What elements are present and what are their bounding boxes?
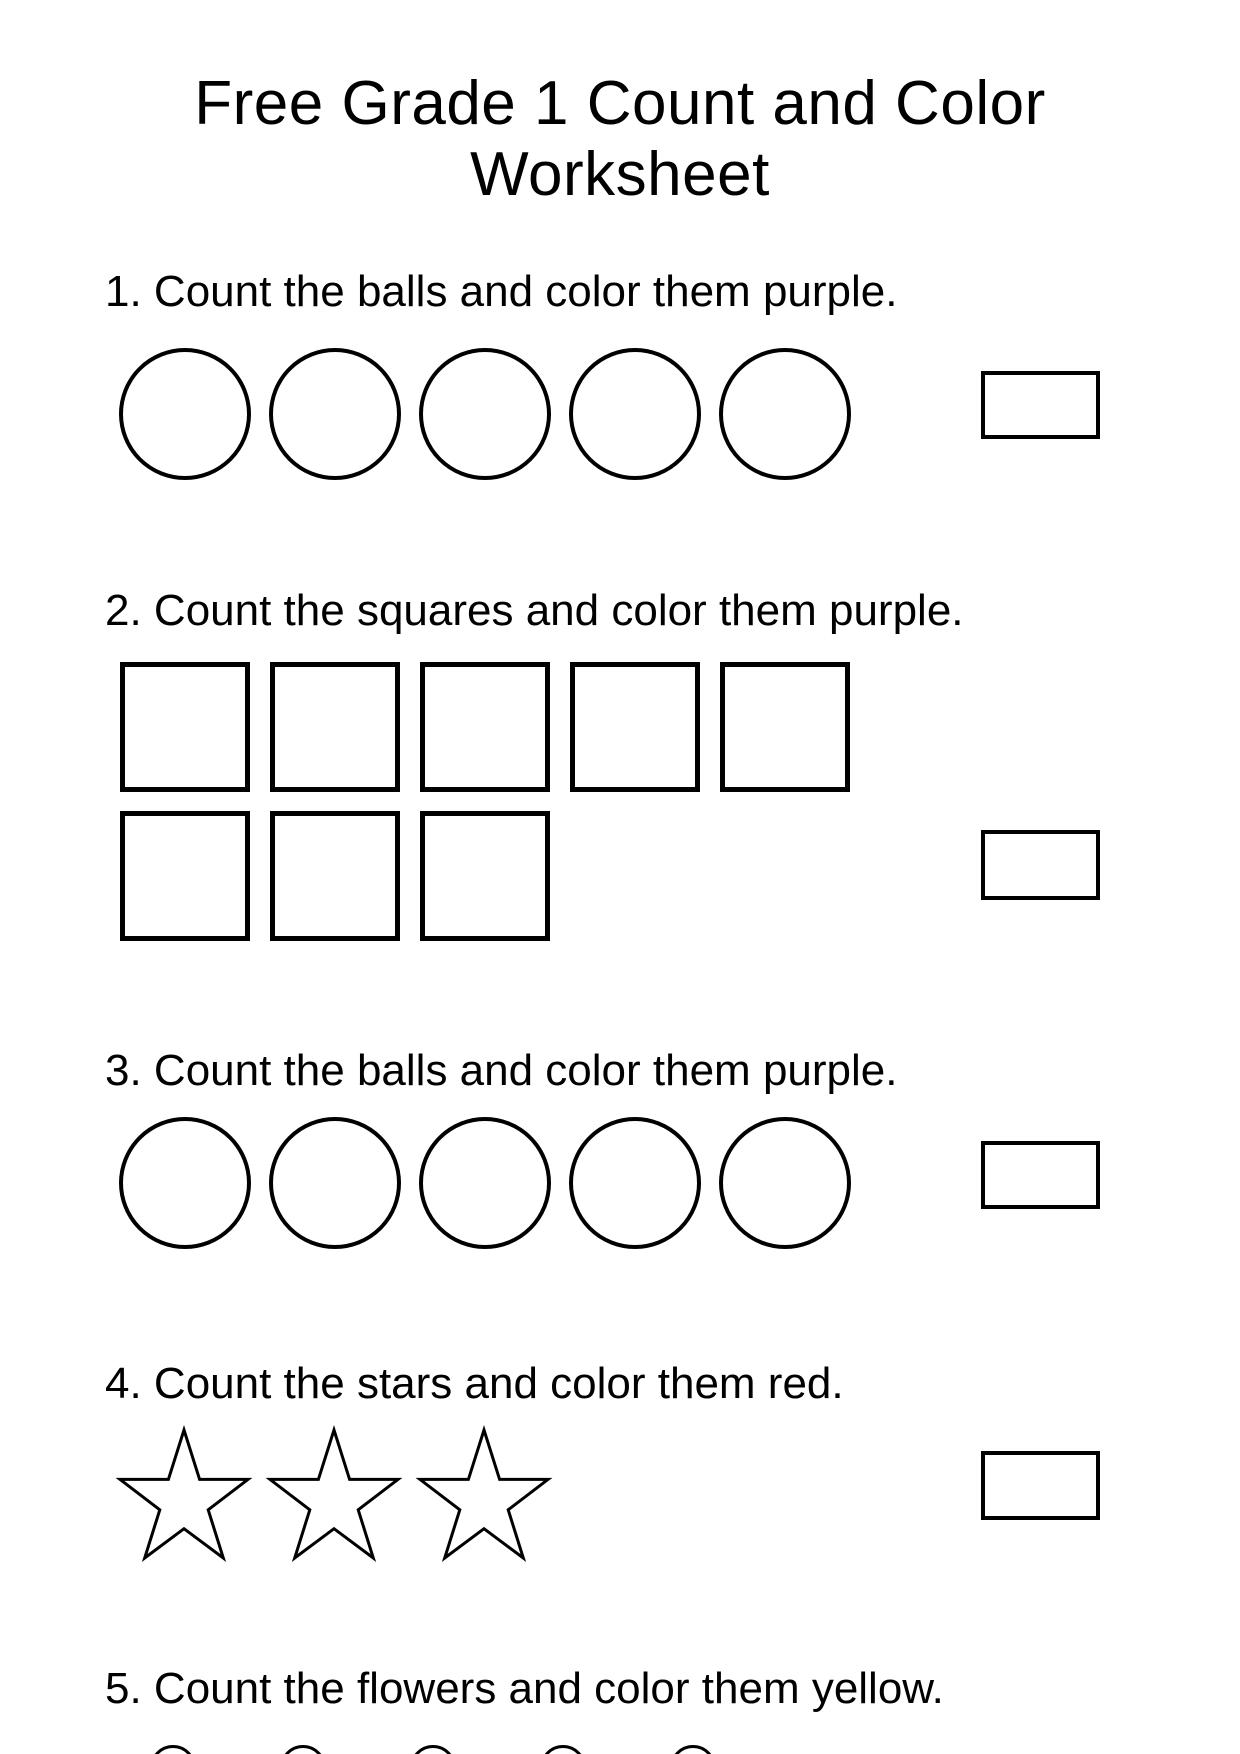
question-1-shapes — [119, 348, 851, 480]
square-shape — [270, 662, 400, 792]
square-shape — [420, 662, 550, 792]
question-1-heading: 1. Count the balls and color them purple. — [105, 267, 898, 316]
flower-shape — [540, 1745, 586, 1754]
square-shape — [120, 811, 250, 941]
ball-shape — [569, 1117, 701, 1249]
ball-shape — [269, 1117, 401, 1249]
flower-shape — [670, 1745, 716, 1754]
ball-shape — [419, 348, 551, 480]
question-1-answer-box[interactable] — [981, 371, 1100, 439]
star-shape — [418, 1430, 550, 1558]
ball-shape — [119, 348, 251, 480]
star-shape — [118, 1430, 250, 1558]
question-4-heading: 4. Count the stars and color them red. — [105, 1359, 844, 1408]
ball-shape — [269, 348, 401, 480]
question-2-heading: 2. Count the squares and color them purple. — [105, 586, 964, 635]
flower-shape — [150, 1745, 196, 1754]
flower-shape — [280, 1745, 326, 1754]
question-5-heading: 5. Count the flowers and color them yellow. — [105, 1664, 944, 1713]
question-2-shapes-row-1 — [120, 662, 850, 792]
question-3-shapes — [119, 1117, 851, 1249]
square-shape — [420, 811, 550, 941]
question-4-shapes — [118, 1430, 550, 1558]
question-3-heading: 3. Count the balls and color them purple. — [105, 1046, 898, 1095]
ball-shape — [719, 348, 851, 480]
worksheet-title — [0, 68, 1240, 210]
square-shape — [720, 662, 850, 792]
ball-shape — [119, 1117, 251, 1249]
worksheet-title-line1: Free Grade 1 Count and Color — [194, 69, 1046, 138]
ball-shape — [569, 348, 701, 480]
ball-shape — [719, 1117, 851, 1249]
square-shape — [270, 811, 400, 941]
question-5-shapes — [150, 1745, 716, 1754]
square-shape — [120, 662, 250, 792]
question-2-answer-box[interactable] — [981, 830, 1100, 900]
question-2-shapes-row-2 — [120, 811, 550, 941]
question-4-answer-box[interactable] — [981, 1451, 1100, 1520]
ball-shape — [419, 1117, 551, 1249]
square-shape — [570, 662, 700, 792]
question-3-answer-box[interactable] — [981, 1141, 1100, 1209]
flower-shape — [410, 1745, 456, 1754]
worksheet-title-line2: Worksheet — [470, 140, 770, 209]
star-shape — [268, 1430, 400, 1558]
